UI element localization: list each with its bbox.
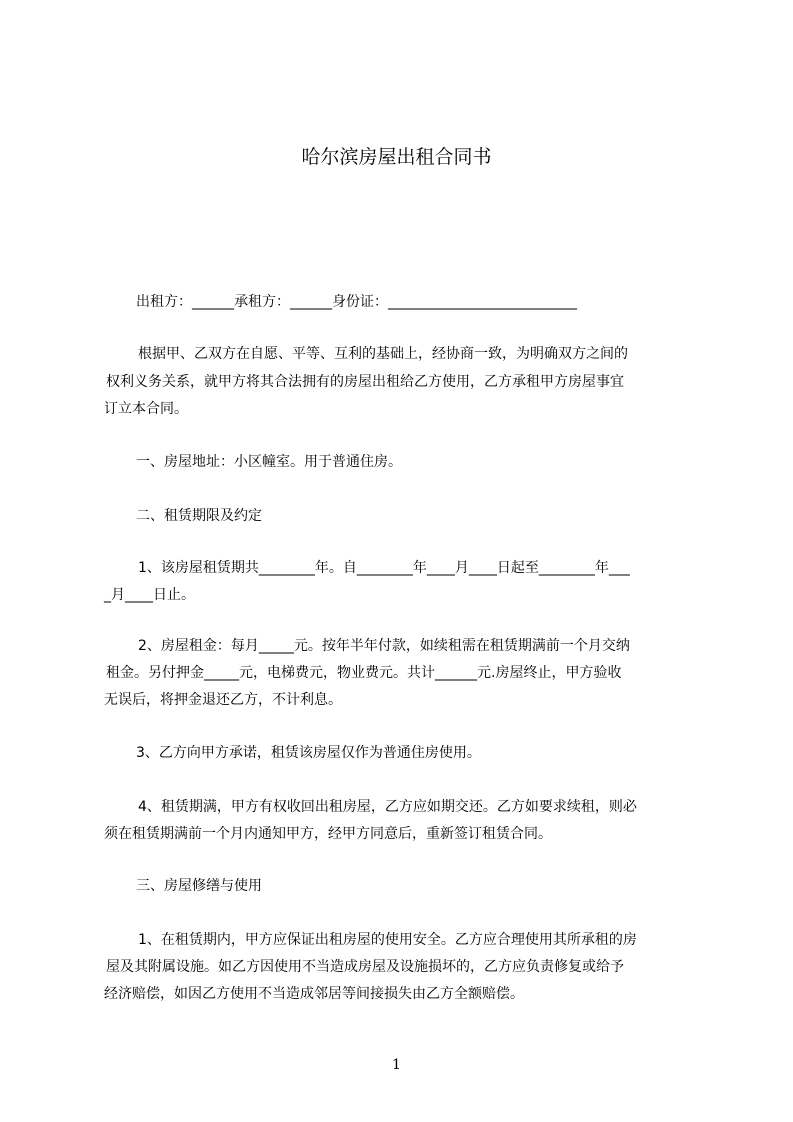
document-title: 哈尔滨房屋出租合同书: [301, 146, 492, 168]
section-2-clause-4-line-1: 4、租赁期满，甲方有权收回出租房屋，乙方应如期交还。乙方如要求续租，则必: [138, 799, 637, 815]
section-3-clause-1-line-2: 屋及其附属设施。如乙方因使用不当造成房屋及设施损坏的，乙方应负责修复或给予: [106, 959, 624, 975]
section-2-clause-2-line-3: 无误后，将押金退还乙方，不计利息。: [104, 692, 342, 708]
section-2-clause-1-line-1: 1、该房屋租赁期共________年。自________年____月____日起至________年___: [138, 560, 630, 576]
preamble-line-2: 权利义务关系，就甲方将其合法拥有的房屋出租给乙方使用，乙方承租甲方房屋事宜: [106, 374, 624, 390]
section-3-clause-1-line-1: 1、在租赁期内，甲方应保证出租房屋的使用安全。乙方应合理使用其所承租的房: [138, 932, 637, 948]
preamble-line-1: 根据甲、乙双方在自愿、平等、互利的基础上，经协商一致，为明确双方之间的: [138, 346, 628, 362]
section-2-clause-3: 3、乙方向甲方承诺，租赁该房屋仅作为普通住房使用。: [136, 745, 481, 761]
page-number: 1: [392, 1057, 401, 1073]
preamble-line-3: 订立本合同。: [104, 401, 188, 417]
section-2-clause-2-line-1: 2、房屋租金：每月_____元。按年半年付款，如续租需在租赁期满前一个月交纳: [138, 638, 630, 654]
section-2-clause-4-line-2: 须在租赁期满前一个月内通知甲方，经甲方同意后，重新签订租赁合同。: [104, 826, 552, 842]
section-1-house-address: 一、房屋地址：小区幢室。用于普通住房。: [136, 454, 402, 470]
section-3-clause-1-line-3: 经济赔偿，如因乙方使用不当造成邻居等间接损失由乙方全额赔偿。: [104, 986, 524, 1002]
section-2-heading: 二、租赁期限及约定: [136, 508, 262, 524]
section-2-clause-1-line-2: _月____日止。: [104, 587, 195, 603]
parties-line: 出租方：______承租方：______身份证：___________________________: [136, 294, 577, 310]
section-2-clause-2-line-2: 租金。另付押金_____元，电梯费元，物业费元。共计______元.房屋终止，甲方验收: [106, 665, 622, 681]
section-3-heading: 三、房屋修缮与使用: [136, 878, 262, 894]
